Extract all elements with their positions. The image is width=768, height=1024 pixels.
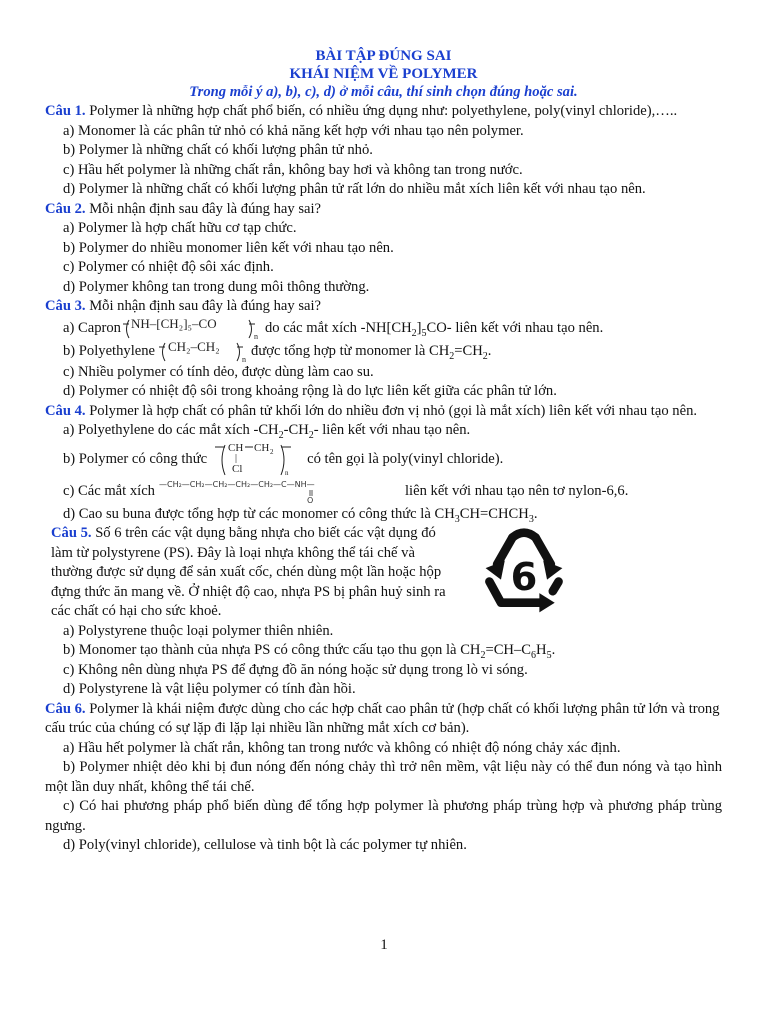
instruction: Trong mỗi ý a), b), c), d) ở mỗi câu, thí sinh chọn đúng hoặc sai. <box>189 84 578 100</box>
option-prefix: b) Polymer có công thức <box>63 450 208 467</box>
option-text: được tổng hợp từ monomer là $CH_2=CH_2$. <box>251 343 492 363</box>
question-2 <box>45 200 722 220</box>
question-5 <box>45 524 454 622</box>
recycle-6-icon <box>476 524 572 620</box>
question-label: Câu 4. <box>45 402 86 419</box>
q2-option-b: b) Polymer do nhiều monomer liên kết với nhau tạo nên. <box>63 239 394 256</box>
option-text: do các mắt xích $-NH[CH_2]_5CO-$ liên kết với nhau tạo nên. <box>264 320 604 340</box>
q1-option-d: d) Polymer là những chất có khối lượng phân tử rất lớn do nhiều mắt xích liên kết với nhau tạo nên. <box>63 181 646 197</box>
page-number: 1 <box>380 937 388 953</box>
question-label: Câu 3. <box>45 298 86 314</box>
svg-text:n: n <box>285 468 289 477</box>
option-text: liên kết với nhau tạo nên tơ nylon-6,6. <box>404 482 629 499</box>
title-line-2: KHÁI NIỆM VỀ POLYMER <box>289 66 478 82</box>
q5-option-d: d) Polystyrene là vật liệu polymer có tính đàn hồi. <box>63 681 356 697</box>
polyethylene-formula <box>155 340 251 364</box>
option-prefix: b) Polyethylene <box>63 343 156 360</box>
capron-formula <box>121 317 265 341</box>
option-prefix: c) Các mắt xích <box>63 482 155 499</box>
formula-text: CH₂–CH₂ <box>168 340 220 354</box>
question-label: Câu 1. <box>45 103 86 119</box>
q3-option-d: d) Polymer có nhiệt độ sôi trong khoảng rộng là do lực liên kết giữa các phân tử lớn. <box>63 383 557 399</box>
q2-option-a: a) Polymer là hợp chất hữu cơ tạp chức. <box>63 220 297 236</box>
question-label: Câu 5. <box>51 525 92 541</box>
title-line-1: BÀI TẬP ĐÚNG SAI <box>315 48 452 64</box>
nylon-unit-formula <box>155 479 405 505</box>
q1-option-a: a) Monomer là các phân tử nhỏ có khả năng kết hợp với nhau tạo nên polymer. <box>63 122 524 139</box>
option-text: có tên gọi là poly(vinyl chloride). <box>307 450 504 467</box>
recycle-symbol-container <box>454 524 722 622</box>
question-1 <box>45 102 722 122</box>
svg-text:n: n <box>242 355 247 364</box>
question-3 <box>45 297 722 317</box>
question-text: Polymer là hợp chất có phân tử khối lớn do nhiều đơn vị nhỏ (gọi là mắt xích) liên kết với nhau tạo nên. <box>85 402 698 419</box>
q6-option-c: c) Có hai phương pháp phổ biến dùng để tổng hợp polymer là phương pháp trùng hợp và phương pháp trùng ngưng. <box>45 798 722 834</box>
svg-text:2: 2 <box>270 447 274 456</box>
q4-option-a: a) Polyethylene do các mắt xích $-CH_2-CH_2-$ liên kết với nhau tạo nên. <box>63 422 471 441</box>
q4-option-d: d) Cao su buna được tổng hợp từ các monomer có công thức là $CH_3CH=CHCH_3$. <box>63 505 538 525</box>
svg-text:Cl: Cl <box>232 462 243 475</box>
q5-option-c: c) Không nên dùng nhựa PS để đựng đồ ăn nóng hoặc sử dụng trong lò vi sóng. <box>63 661 528 678</box>
svg-text:—CH₂—CH₂—CH₂—CH₂—CH₂—C—NH—: —CH₂—CH₂—CH₂—CH₂—CH₂—C—NH— <box>158 479 315 489</box>
svg-text:n: n <box>253 332 258 341</box>
q3-option-a <box>45 317 722 342</box>
q5-option-a: a) Polystyrene thuộc loại polymer thiên nhiên. <box>63 622 334 639</box>
q1-option-b: b) Polymer là những chất có khối lượng phân tử nhỏ. <box>63 142 373 158</box>
q6-option-d: d) Poly(vinyl chloride), cellulose và tinh bột là các polymer tự nhiên. <box>63 837 467 853</box>
svg-text:O: O <box>306 495 314 505</box>
q3-option-c: c) Nhiều polymer có tính dẻo, được dùng làm cao su. <box>63 363 374 380</box>
q3-option-b <box>45 342 722 363</box>
question-text: Mỗi nhận định sau đây là đúng hay sai? <box>85 200 322 217</box>
q2-option-d: d) Polymer không tan trong dung môi thông thường. <box>63 278 370 295</box>
question-text: Mỗi nhận định sau đây là đúng hay sai? <box>85 298 322 314</box>
recycle-number: 6 <box>510 555 537 601</box>
pvc-formula <box>207 441 307 479</box>
q6-option-a: a) Hầu hết polymer là chất rắn, không tan trong nước và không có nhiệt độ nóng chảy xác định. <box>63 739 621 756</box>
question-text: Polymer là những hợp chất phổ biến, có nhiều ứng dụng như: polyethylene, poly(vinyl chloride),….. <box>85 103 678 119</box>
question-4 <box>45 402 722 422</box>
document-page <box>45 47 722 856</box>
q5-option-b: b) Monomer tạo thành của nhựa PS có công thức cấu tạo thu gọn là $CH_2=CH-C_6H_5$. <box>63 642 556 661</box>
option-prefix: a) Capron <box>63 320 121 337</box>
q1-option-c: c) Hầu hết polymer là những chất rắn, không bay hơi và không tan trong nước. <box>63 161 523 178</box>
question-label: Câu 6. <box>45 700 86 717</box>
svg-text:CH: CH <box>254 441 270 454</box>
formula-text: NH–[CH₂]₅–CO <box>130 317 217 331</box>
question-5-block <box>45 524 722 622</box>
question-label: Câu 2. <box>45 200 86 217</box>
q4-option-b <box>45 441 722 479</box>
q4-option-c <box>45 479 722 505</box>
question-6 <box>45 700 722 739</box>
q2-option-c: c) Polymer có nhiệt độ sôi xác định. <box>63 259 274 275</box>
svg-text:CH: CH <box>228 441 244 454</box>
q6-option-b: b) Polymer nhiệt dẻo khi bị đun nóng đến nóng chảy thì trở nên mềm, vật liệu này có thể đun nóng và tạo hình một lần duy nhất, không thể tái chế. <box>45 759 722 795</box>
question-text: Số 6 trên các vật dụng bằng nhựa cho biết các vật dụng đó làm từ polystyrene (PS). Đây là loại nhựa không thể tái chế và thường được sử dụng để sản xuất cốc, chén dùng một lần hoặc hộp đựng thức ăn mang về. Ở nhiệt độ cao, nhựa PS bị phân huỷ sinh ra các chất có hại cho sức khoẻ. <box>51 525 446 619</box>
question-text: Polymer là khái niệm được dùng cho các hợp chất cao phân tử (hợp chất có khối lượng phân tử lớn và trong cấu trúc của chúng có sự lặp đi lặp lại nhiều lần những mắt xích cơ bản). <box>45 700 720 736</box>
